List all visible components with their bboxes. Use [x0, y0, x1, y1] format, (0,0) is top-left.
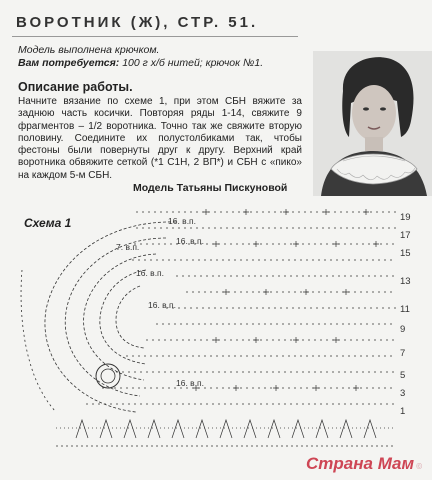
row-number: 19 — [400, 212, 411, 223]
stitch-rows — [86, 212, 396, 404]
row-number: 7 — [400, 348, 406, 359]
row-number: 11 — [400, 304, 410, 315]
author-credit: Модель Татьяны Пискуновой — [133, 182, 288, 194]
header-divider — [12, 36, 298, 37]
description-title: Описание работы. — [18, 80, 133, 94]
vp-label: 16. в.п. — [136, 268, 165, 278]
vp-label: 7. в.п. — [116, 242, 140, 252]
vp-label: 16. в.п. — [168, 216, 197, 226]
materials-value: 100 г х/б нитей; крючок №1. — [119, 57, 264, 69]
watermark-mark: © — [416, 462, 422, 471]
vp-label: 16. в.п. — [176, 236, 205, 246]
crochet-chart — [16, 200, 412, 465]
row-number: 9 — [400, 324, 406, 335]
materials-line — [18, 57, 263, 69]
materials-label: Вам потребуется: — [18, 57, 120, 69]
row-number: 17 — [400, 230, 411, 241]
row-number: 1 — [400, 406, 406, 417]
row-number: 13 — [400, 276, 411, 287]
bottom-fans — [56, 420, 396, 446]
row-number: 15 — [400, 248, 411, 259]
row-number: 5 — [400, 370, 406, 381]
scheme-title: Схема 1 — [24, 216, 72, 230]
model-photo — [313, 51, 432, 196]
site-watermark — [306, 454, 422, 474]
made-line: Модель выполнена крючком. — [18, 44, 160, 56]
vp-label: 16. в.п. — [148, 300, 177, 310]
chain-loops — [45, 222, 176, 412]
watermark-text: Страна Мам — [306, 454, 415, 473]
page-header: ВОРОТНИК (Ж), СТР. 51. — [16, 14, 259, 31]
description-body: Начните вязание по схеме 1, при этом СБН вяжите за заднюю часть косички. Повторяя ряды 1-14, свяжите 9 фрагментов – 1/2 воротника. Точно так же свяжите вторую половину. Соедините их полустолбиками так, чтобы фестоны были повернуты друг к другу. Верхний край воротника обвяжите сеткой (*1 С1Н, 2 ВП*) и СБН с «пико» на каждом 5-м СБН. — [18, 96, 302, 181]
row-number: 3 — [400, 388, 406, 399]
vp-label: 16. в.п. — [176, 378, 205, 388]
